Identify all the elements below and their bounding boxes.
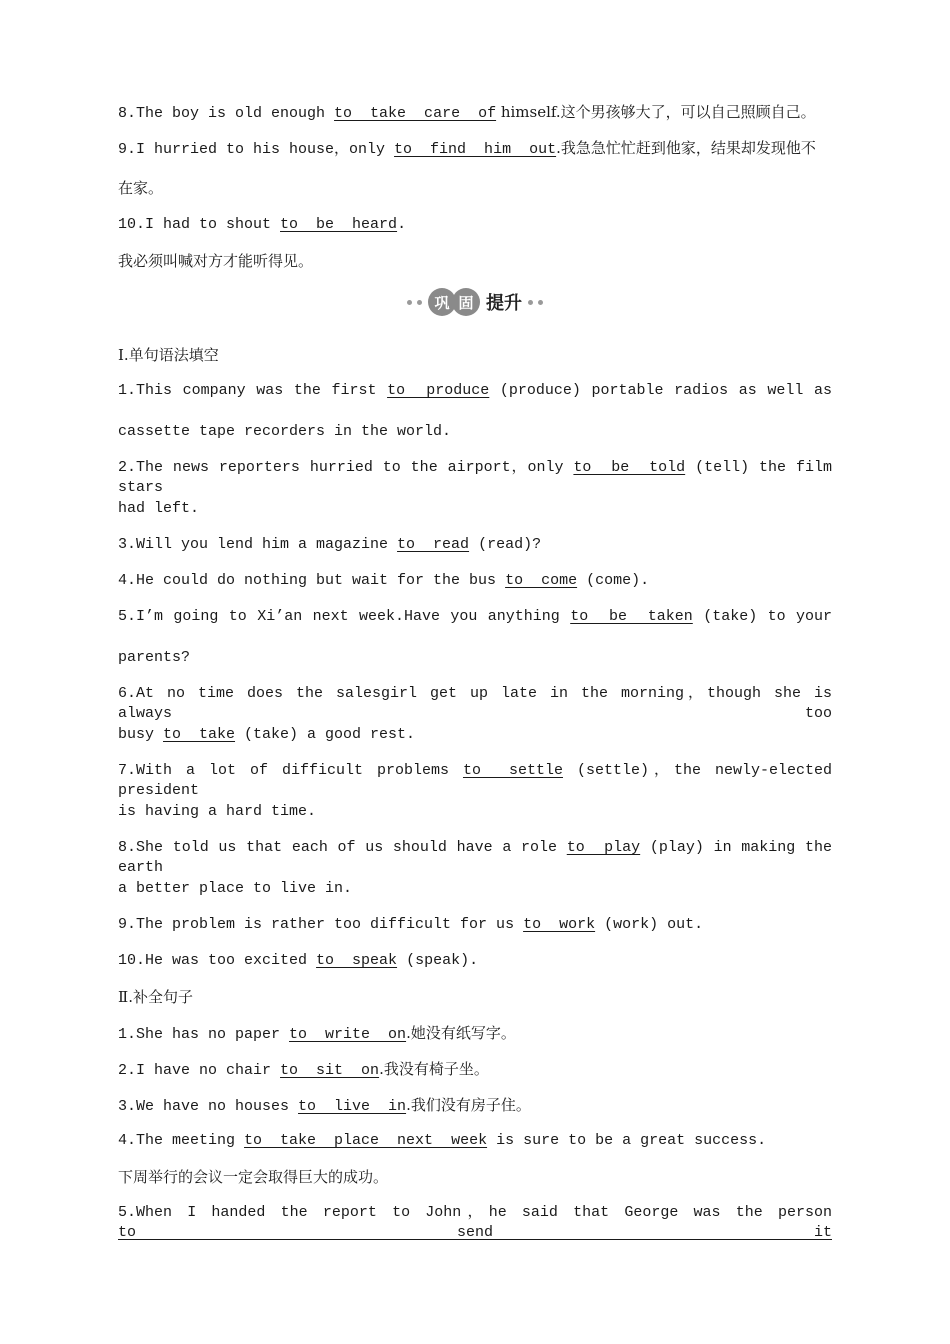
answer: to be told — [573, 459, 686, 476]
section-banner — [0, 286, 950, 318]
banner-dots-left — [407, 300, 422, 305]
answer: to take — [163, 726, 236, 743]
question-9: 9.The problem is rather too difficult for us to work (work) out. — [118, 916, 704, 933]
sentence-4: 4.The meeting to take place next week is sure to be a great success. — [118, 1132, 767, 1149]
section-1-heading: Ⅰ.单句语法填空 — [118, 346, 219, 364]
answer: to write on — [289, 1026, 407, 1043]
question-2-continued: had left. — [118, 500, 200, 517]
answer: to be heard — [280, 216, 398, 233]
question-1-continued: cassette tape recorders in the world. — [118, 423, 452, 440]
answer: to take place next week — [244, 1132, 488, 1149]
answer: to settle — [462, 762, 563, 779]
answer: to play — [566, 839, 641, 856]
banner-badge-2: 固 — [452, 288, 480, 316]
answer: to read — [397, 536, 470, 553]
answer: to sit on — [280, 1062, 380, 1079]
item-10-translation: 我必须叫喊对方才能听得见。 — [118, 252, 314, 270]
question-5: 5.I’m going to Xi’an next week.Have you anything to be taken (take) to your — [118, 608, 832, 625]
answer: to work — [523, 916, 596, 933]
answer: to speak — [316, 952, 398, 969]
question-2: 2.The news reporters hurried to the airport，only to be told (tell) the film stars — [118, 459, 832, 496]
answer: to live in — [298, 1098, 407, 1115]
item-9-continued: 在家。 — [118, 179, 164, 197]
question-6-continued: busy to take (take) a good rest. — [118, 726, 416, 743]
section-2-heading: Ⅱ.补全句子 — [118, 988, 193, 1006]
question-8-continued: a better place to live in. — [118, 880, 353, 897]
answer: to produce — [387, 382, 490, 399]
sentence-4-translation: 下周举行的会议一定会取得巨大的成功。 — [118, 1168, 389, 1186]
question-4: 4.He could do nothing but wait for the bus to come (come). — [118, 572, 650, 589]
question-7-continued: is having a hard time. — [118, 803, 317, 820]
sentence-1: 1.She has no paper to write on.她没有纸写字。 — [118, 1024, 516, 1043]
item-9: 9.I hurried to his house，only to find him out.我急急忙忙赶到他家，结果却发现他不 — [118, 139, 816, 158]
answer: to send it — [118, 1224, 832, 1241]
banner-title: 提升 — [486, 293, 522, 314]
item-8: 8.The boy is old enough to take care of himself.这个男孩够大了，可以自己照顾自己。 — [118, 103, 816, 122]
banner-badge-1: 巩 — [428, 288, 456, 316]
sentence-2: 2.I have no chair to sit on.我没有椅子坐。 — [118, 1060, 489, 1079]
answer: to come — [505, 572, 578, 589]
answer: to be taken — [570, 608, 693, 625]
question-10: 10.He was too excited to speak (speak). — [118, 952, 479, 969]
sentence-5: 5.When I handed the report to John，he said that George was the person to send it — [118, 1204, 832, 1241]
item-10: 10.I had to shout to be heard. — [118, 216, 407, 233]
answer: to find him out — [394, 141, 557, 158]
sentence-3: 3.We have no houses to live in.我们没有房子住。 — [118, 1096, 531, 1115]
question-3: 3.Will you lend him a magazine to read (read)? — [118, 536, 542, 553]
question-5-continued: parents? — [118, 649, 191, 666]
question-7: 7.With a lot of difficult problems to settle (settle)，the newly-elected president — [118, 762, 832, 799]
question-6: 6.At no time does the salesgirl get up late in the morning，though she is always too — [118, 685, 832, 722]
question-1: 1.This company was the first to produce (produce) portable radios as well as — [118, 382, 832, 399]
question-8: 8.She told us that each of us should have a role to play (play) in making the earth — [118, 839, 832, 876]
banner-dots-right — [528, 300, 543, 305]
answer: to take care of — [334, 105, 497, 122]
